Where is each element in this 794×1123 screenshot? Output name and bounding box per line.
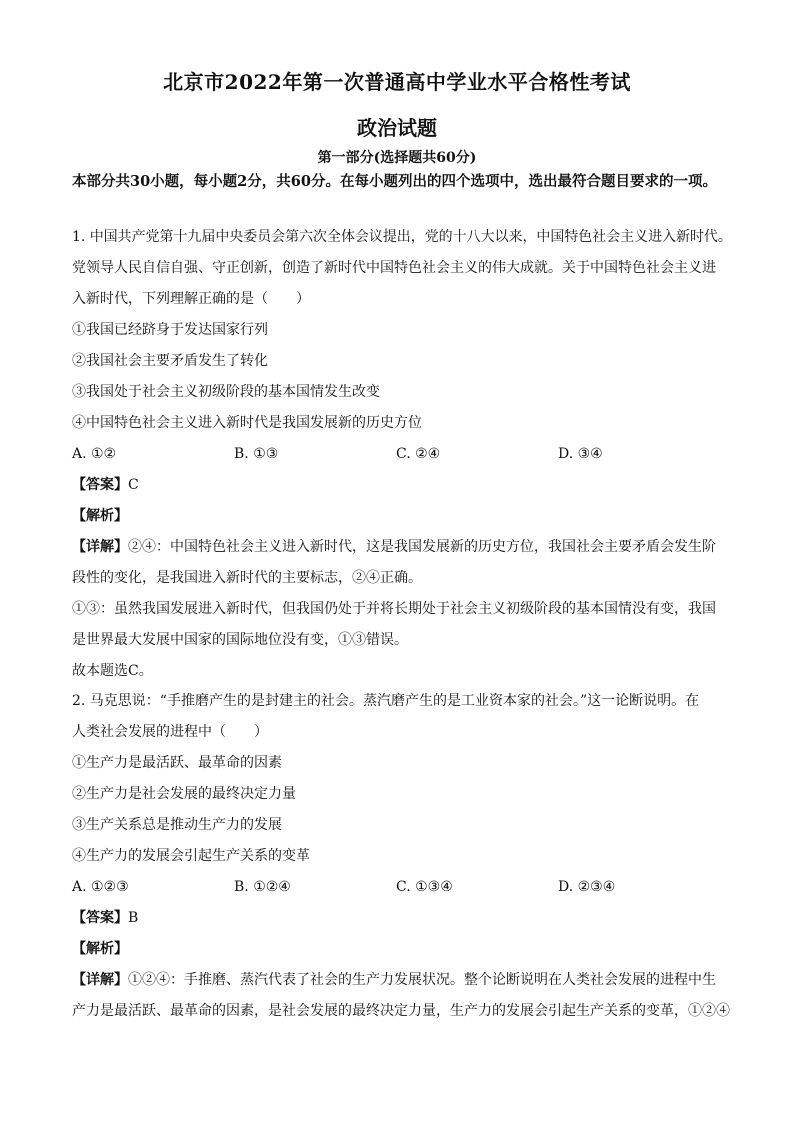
- option-a: A. ①②③: [72, 879, 129, 895]
- question-2-options: [72, 872, 732, 903]
- question-2-statement: ③生产关系总是推动生产力的发展: [72, 817, 282, 833]
- question-2-statement: ④生产力的发展会引起生产关系的变革: [72, 848, 310, 864]
- answer-value: B: [128, 910, 139, 926]
- detail-tag: 【详解】: [72, 972, 128, 988]
- question-1-statement: ①我国已经跻身于发达国家行列: [72, 322, 268, 338]
- question-2-stem-line: 人类社会发展的进程中（ ）: [72, 724, 268, 740]
- question-1-statement: ③我国处于社会主义初级阶段的基本国情发生改变: [72, 384, 380, 400]
- analysis-tag: 【解析】: [72, 508, 128, 524]
- option-d: D. ②③④: [558, 879, 616, 895]
- answer-tag: 【答案】: [72, 477, 128, 493]
- detail-line: [72, 965, 732, 996]
- conclusion-text: 故本题选C。: [72, 663, 153, 679]
- detail-text: 是世界最大发展中国家的国际地位没有变，①③错误。: [72, 632, 408, 648]
- answer-line: [72, 470, 732, 501]
- option-c: C. ②④: [396, 446, 441, 462]
- option-b: B. ①③: [234, 446, 279, 462]
- page-title: 北京市2022年第一次普通高中学业水平合格性考试: [163, 70, 631, 94]
- detail-text: ②④：中国特色社会主义进入新时代，这是我国发展新的历史方位，我国社会主要矛盾会发生阶: [128, 539, 716, 555]
- question-1-statement: ②我国社会主要矛盾发生了转化: [72, 353, 268, 369]
- subject-title: 政治试题: [357, 116, 437, 140]
- answer-tag: 【答案】: [72, 910, 128, 926]
- question-1-statement: ④中国特色社会主义进入新时代是我国发展新的历史方位: [72, 415, 422, 431]
- question-1-options: [72, 439, 732, 470]
- detail-tag: 【详解】: [72, 539, 128, 555]
- option-d: D. ③④: [558, 446, 603, 462]
- detail-text: ①②④：手推磨、蒸汽代表了社会的生产力发展状况。整个论断说明在人类社会发展的进程中生: [128, 972, 716, 988]
- question-1-stem-line: 1. 中国共产党第十九届中央委员会第六次全体会议提出，党的十八大以来，中国特色社会主义进入新时代。: [72, 229, 732, 245]
- option-c: C. ①③④: [396, 879, 453, 895]
- detail-line: [72, 532, 732, 563]
- question-2-statement: ②生产力是社会发展的最终决定力量: [72, 786, 296, 802]
- question-1-stem-line: 入新时代，下列理解正确的是（ ）: [72, 291, 310, 307]
- question-2-stem-line: 2. 马克思说：“手推磨产生的是封建主的社会。蒸汽磨产生的是工业资本家的社会。”这一论断说明。在: [72, 693, 700, 709]
- question-1: [72, 222, 732, 687]
- question-1-stem-line: 党领导人民自信自强、守正创新，创造了新时代中国特色社会主义的伟大成就。关于中国特色社会主义进: [72, 260, 716, 276]
- option-a: A. ①②: [72, 446, 117, 462]
- option-b: B. ①②④: [234, 879, 291, 895]
- section-heading: 第一部分(选择题共60分): [317, 150, 477, 166]
- question-2-statement: ①生产力是最活跃、最革命的因素: [72, 755, 282, 771]
- section-instructions: 本部分共30小题，每小题2分，共60分。在每小题列出的四个选项中，选出最符合题目要求的一项。: [72, 173, 717, 190]
- answer-line: [72, 903, 732, 934]
- detail-text: 段性的变化，是我国进入新时代的主要标志，②④正确。: [72, 570, 422, 586]
- detail-text: ①③：虽然我国发展进入新时代，但我国仍处于并将长期处于社会主义初级阶段的基本国情没有变，我国: [72, 601, 716, 617]
- question-2: [72, 686, 732, 1027]
- analysis-tag: 【解析】: [72, 941, 128, 957]
- detail-text: 产力是最活跃、最革命的因素，是社会发展的最终决定力量，生产力的发展会引起生产关系的变革，①②④: [72, 1003, 730, 1019]
- answer-value: C: [128, 477, 139, 493]
